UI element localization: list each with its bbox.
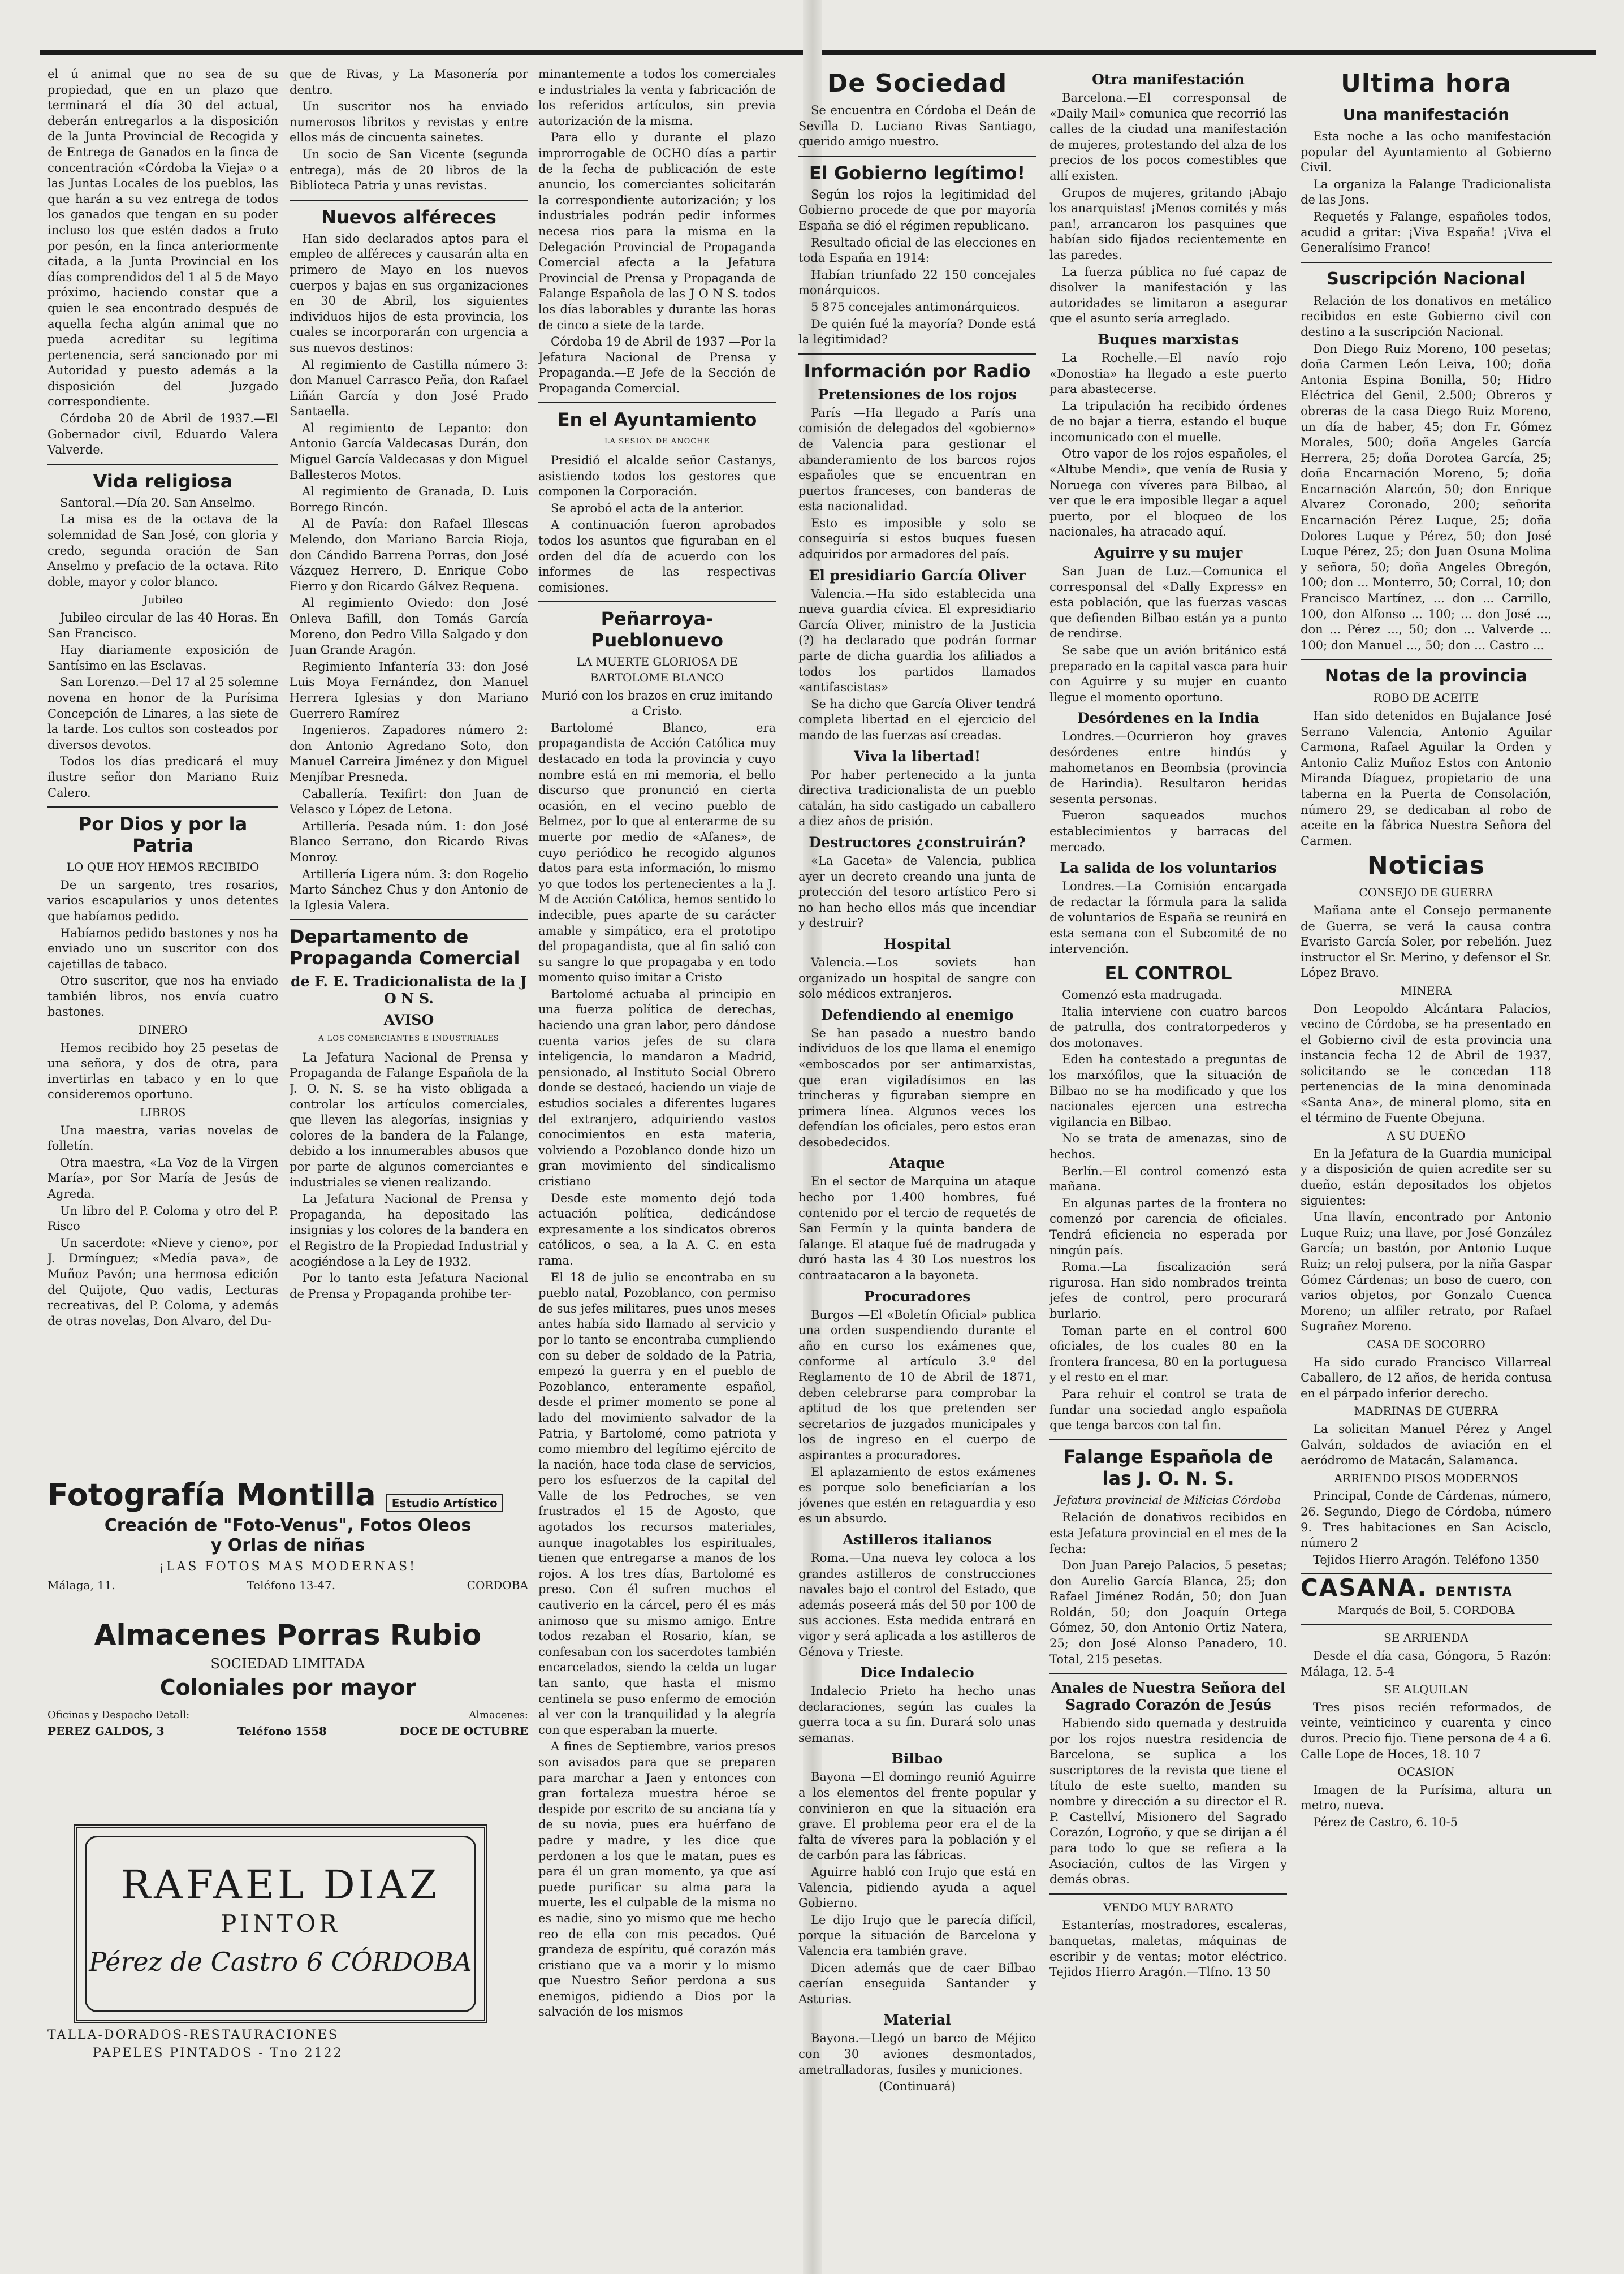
subheading: ROBO DE ACEITE	[1373, 691, 1479, 705]
paragraph: Tejidos Hierro Aragón. Teléfono 1350	[1313, 1552, 1539, 1567]
paragraph: Indalecio Prieto ha hecho unas declaraciones, según las cuales la guerra toca a su fin. Durará solo unas semanas.	[798, 1684, 1036, 1745]
subheading: CASA DE SOCORRO	[1367, 1337, 1485, 1351]
divider	[1301, 659, 1552, 660]
paragraph: Burgos —El «Boletín Oficial» publica una orden suspendiendo durante el año en curso los exámenes que, conforme al artículo 3.º del Reglamento de 10 de Abril de 1871, deben celebrarse para comprobar la aptitud de los que pretenden ser secretarios de juzgados municipales y los de ingreso en el cuerpo de aspirantes a procuradores.	[798, 1308, 1036, 1462]
paragraph: Bartolomé Blanco, era propagandista de Acción Católica muy destacado en toda la provincia y cuyo nombre está en mi memoria, el bello discurso que pronunció en cierta ocasión, en el vecino pueblo de Belmez, por lo que al enterarme de su muerte por medio de «Afanes», de cuyo periódico he recogido algunos datos para esta información, lo mismo yo que todos los pertenecientes a la J. M de Acción Católica, hemos sentido lo indecible, pues aparte de su carácter amable y simpático, era el prototipo del propagandista, que al fin salió con su sangre lo que propagaba y en todo momento quiso imitar a Cristo	[538, 720, 776, 985]
paragraph: El 18 de julio se encontraba en su pueblo natal, Pozoblanco, con permiso de sus jefes militares, pues unos meses antes había sido llamado al servicio y por lo tanto se encontraba cumpliendo con su deber de soldado de la Patria, empezó la guerra y en el pueblo de Pozoblanco, enteramente español, desde el primer momento se pone al lado del movimiento salvador de la Patria, y Bartolomé, como patriota y como miembro del legítimo ejército de la nación, hace toda clase de servicios, pero los esfuerzos de la capital del Valle de los Pedroches, se ven frustrados el 15 de Agosto, que agotados los recursos materiales, aunque inagotables los espirituales, tienen que entregarse a manos de los rojos. A los tres días, Bartolomé es preso. Con él sufren muchos el cautiverio en la cárcel, pero él es más animoso que su mismo amigo. Entre todos rezaban el Rosario, kían, se confesaban con los sacerdotes también encarcelados, siendo la celda un lugar tan santo, que hasta el mismo centinela se puso enfermo de emoción al ver con la tranquilidad y la alegría con que esperaban la muerte.	[538, 1270, 776, 1737]
paragraph: Hay diariamente exposición de Santísimo en las Esclavas.	[47, 643, 278, 672]
divider	[538, 402, 776, 403]
subheading: Jubileo	[142, 593, 183, 607]
paragraph: La Jefatura Nacional de Prensa y Propaganda, ha depositado las insignias y los colores de la bandera en el Registro de la Propiedad Industrial y acogiéndose a la Ley de 1932.	[290, 1192, 528, 1268]
casana-dentista: DENTISTA	[1435, 1585, 1513, 1600]
ad-contact-row	[47, 1578, 528, 1592]
notas-heading: Notas de la provincia	[1324, 666, 1528, 687]
paragraph: Se aprobó el acta de la anterior.	[551, 501, 744, 515]
column-5	[1049, 67, 1287, 1982]
paragraph: Mañana ante el Consejo permanente de Guerra, se verá la causa contra Evaristo García Soler, por rebelión. Juez instructor el Sr. Merino, y defensor el Sr. López Bravo.	[1301, 903, 1552, 980]
paragraph: Según los rojos la legitimidad del Gobierno procede de que por mayoría España se dió el régimen republicano.	[798, 187, 1036, 232]
paragraph: Al regimiento de Castilla número 3: don Manuel Carrasco Peña, don Rafael Liñán García y don José Prado Santaella.	[290, 357, 528, 418]
paragraph: Italia interviene con cuatro barcos de patrulla, dos contratorpederos y dos motonaves.	[1049, 1004, 1287, 1050]
divider	[47, 464, 278, 465]
divider	[1301, 1624, 1552, 1625]
suscripcion-heading: Suscripción Nacional	[1327, 269, 1526, 289]
paragraph: La Jefatura Nacional de Prensa y Propaganda de Falange Española de la J. O. N. S. se ha visto obligada a controlar los artículos comerciales, que lleven las alegorías, insignias y colores de la bandera de la Falange, debido a los innumerables abusos que por parte de algunos comerciantes e industriales se vienen realizando.	[290, 1050, 528, 1189]
paragraph: Londres.—Ocurrieron hoy graves desórdenes entre hindús y mahometanos en Beombsia (provincia de Harindia). Resultaron heridas sesenta personas.	[1049, 730, 1287, 806]
casana-address: Marqués de Boil, 5. CORDOBA	[1337, 1603, 1515, 1617]
paragraph: Ingenieros. Zapadores número 2: don Antonio Agredano Soto, don Manuel Carreira Jiménez y don Miguel Menjíbar Presneda.	[290, 723, 528, 784]
subheading: MINERA	[1401, 983, 1452, 998]
paragraph: Otra maestra, «La Voz de la Virgen María», por Sor María de Jesús de Agreda.	[47, 1155, 278, 1201]
paragraph: Esto es imposible y solo se conseguiría si estos buques fuesen adquiridos por armadores del país.	[798, 516, 1036, 562]
column-3	[538, 67, 776, 2021]
subheading: El presidiario García Oliver	[809, 567, 1026, 584]
paragraph: Habían triunfado 22 150 concejales monárquicos.	[798, 267, 1036, 297]
paragraph: minantemente a todos los comerciales e industriales la venta y fabricación de los referidos artículos, sin previa autorización de la misma.	[538, 67, 776, 128]
paragraph: Fueron saqueados muchos establecimientos y barracas del mercado.	[1049, 809, 1287, 854]
vendo-heading: VENDO MUY BARATO	[1103, 1900, 1233, 1914]
paragraph: Estanterías, mostradores, escaleras, banquetas, maletas, máquinas de escribir y de ventas; motor eléctrico. Tejidos Hierro Aragón.—Tlfno. 13 50	[1049, 1918, 1287, 1979]
paragraph: La tripulación ha recibido órdenes de no bajar a tierra, estando el buque incomunicado con el muelle.	[1049, 399, 1287, 444]
departamento-heading: Departamento de Propaganda Comercial	[290, 926, 520, 969]
paragraph: Para rehuir el control se trata de fundar una sociedad anglo española que tenga barcos con tal fin.	[1049, 1387, 1287, 1432]
ad-line: Coloniales por mayor	[159, 1675, 416, 1700]
ad-phone: Teléfono 13-47.	[247, 1578, 336, 1592]
paragraph: Se ha dicho que García Oliver tendrá completa libertad en el ejercicio del mando de las fuerzas así creadas.	[798, 697, 1036, 742]
paragraph: Eden ha contestado a preguntas de los marxófilos, que la situación de Bilbao no se ha modificado y que los nacionales ejercen una estrecha vigilancia en Bilbao.	[1049, 1052, 1287, 1129]
paragraph: Habíamos pedido bastones y nos ha enviado uno un suscritor con dos cajetillas de tabaco.	[47, 926, 278, 971]
radio-heading: Información por Radio	[804, 360, 1031, 382]
column-1	[47, 67, 278, 1330]
paragraph: Un libro del P. Coloma y otro del P. Risco	[47, 1203, 278, 1233]
paragraph: Para ello y durante el plazo improrrogable de OCHO días a partir de la fecha de publicación de este anuncio, los comerciantes solicitarán la correspondiente autorización; y los industriales podrán pedir informes necesa rios para la misma en la Delegación Provincial de Propaganda Comercial afecta a la Jefatura Provincial de Prensa y Propaganda de Falange Española de las J O N S. todos los días laborables y durante las horas de cinco a siete de la tarde.	[538, 131, 776, 332]
paragraph: Comenzó esta madrugada.	[1062, 988, 1223, 1002]
casana-ad-title	[1301, 1574, 1552, 1602]
penarroya-heading: Peñarroya-Pueblonuevo	[591, 608, 723, 651]
paragraph: Artillería Ligera núm. 3: don Rogelio Marto Sánchez Chus y don Antonio de la Iglesia Valera.	[290, 867, 528, 912]
ad-city: CORDOBA	[467, 1578, 528, 1592]
subheading: LIBROS	[140, 1106, 186, 1120]
divider	[1049, 1439, 1287, 1440]
paragraph: En algunas partes de la frontera no comenzó por carencia de oficiales. Tendrá eficiencia no esperada por ningún país.	[1049, 1196, 1287, 1257]
paragraph: A fines de Septiembre, varios presos son avisados para que se preparen para marchar a Jaen y entonces con gran fortaleza muestra héroe se despide por escrito de su anciana tía y de su novia, pues era huérfano de padre y madre, y les dice que perdonen a los que le matan, pues es para él un gran momento, ya que así puede purificar su alma para la muerte, les el culpable de la misma no es nadie, sino yo mismo que me hecho reo de ella con mis pecados. Qué grandeza de espíritu, qué corazón más cristiano que va a morir y lo mismo que Nuestro Señor perdona a sus enemigos, pidiendo a Dios por la salvación de los mismos	[538, 1740, 776, 2019]
subheading: SE ARRIENDA	[1384, 1631, 1468, 1645]
ad-label: Almacenes:	[469, 1709, 528, 1721]
divider	[1049, 1893, 1287, 1895]
por-dios-heading: Por Dios y por la Patria	[78, 813, 248, 857]
paragraph: El aplazamiento de estos exámenes es porque solo beneficiarían a los jóvenes que estén en retaguardia y eso es un absurdo.	[798, 1465, 1036, 1526]
paragraph: En la Jefatura de la Guardia municipal y a disposición de quien acredite ser su dueño, están depositados los objetos siguientes:	[1301, 1146, 1552, 1207]
paragraph: Se sabe que un avión británico está preparado en la capital vasca para huir con Aguirre y su mujer en cuanto llegue el momento oportuno.	[1049, 644, 1287, 704]
ad-line: Creación de "Foto-Venus", Fotos Oleos	[104, 1516, 472, 1535]
paragraph: La organiza la Falange Tradicionalista de las Jons.	[1301, 177, 1552, 207]
paragraph: Otro vapor de los rojos españoles, el «Altube Mendi», que venía de Rusia y Noruega con víveres para Bilbao, al ver que le era imposible llegar a aquel puerto, por el bloqueo de los nacionales, ha atracado aquí.	[1049, 447, 1287, 539]
paragraph: Bartolomé actuaba al principio en una fuerza política de derechas, haciendo una gran labor, pero dándose cuenta varios jefes de su clara inteligencia, lo mandaron a Madrid, pensionado, al Instituto Social Obrero donde se destacó, haciendo un viaje de estudios sociales a diferentes lugares del extranjero, adquiriendo vastos conocimientos en esta materia, volviendo a Pozoblanco donde hizo un gran movimiento del sindicalismo cristiano	[538, 987, 776, 1188]
subheading: Otra manifestación	[1092, 71, 1245, 88]
subheading: Buques marxistas	[1098, 331, 1239, 348]
paragraph: En el sector de Marquina un ataque hecho por 1.400 hombres, fué contenido por el tercio de requetés de San Fermín y la quinta bandera de falange. El ataque fué de madrugada y duró hasta las 4 30 Los nuestros los contraatacaron a la bayoneta.	[798, 1175, 1036, 1283]
paragraph: No se trata de amenazas, sino de hechos.	[1049, 1132, 1287, 1162]
rafael-diaz-ad	[47, 1824, 528, 2085]
divider	[798, 353, 1036, 355]
paragraph: Relación de los donativos en metálico recibidos en este Gobierno civil con destino a la suscripción Nacional.	[1301, 294, 1552, 339]
subheading: Viva la libertad!	[853, 748, 981, 765]
paragraph: Imagen de la Purísima, altura un metro, nueva.	[1301, 1783, 1552, 1813]
paragraph: Una maestra, varias novelas de folletín.	[47, 1123, 278, 1153]
vida-religiosa-heading: Vida religiosa	[93, 470, 233, 492]
paragraph: Relación de donativos recibidos en esta Jefatura provincial en el mes de la fecha:	[1049, 1511, 1287, 1556]
ad-label: Oficinas y Despacho Detall:	[47, 1709, 190, 1721]
subheading: Defendiendo al enemigo	[820, 1006, 1014, 1023]
paragraph: Por lo tanto esta Jefatura Nacional de Prensa y Propaganda prohibe ter-	[290, 1271, 528, 1301]
paragraph: Valencia.—Ha sido establecida una nueva guardia cívica. El expresidiario García Oliver, ministro de la Justicia (?) ha declarado que podrán formar parte de dicha guardia los afiliados a todos los partidos llamados «antifascistas»	[798, 586, 1036, 694]
continued-label: (Continuará)	[879, 2079, 956, 2094]
paragraph: De un sargento, tres rosarios, varios escapularios y unos detentes que habíamos pedido.	[47, 878, 278, 923]
divider	[47, 806, 278, 808]
ad-row	[47, 1724, 528, 1738]
paragraph: Córdoba 19 de Abril de 1937 —Por la Jefatura Nacional de Prensa y Propaganda.—E Jefe de la Sección de Propaganda Comercial.	[538, 335, 776, 395]
decree-text: el ú animal que no sea de su propiedad, que en un plazo que terminará el día 30 del actual, deberán entregarlos a la disposición de la Junta Provincial de Recogida y de Entrega de Ganados en la finca de concentración «Córdoba la Vieja» o a las Juntas Locales de los pueblos, las que harán a su vez entrega de todos los ganados que tengan en su poder incluso los que estén dados a fruto por pesón, en la finca anteriormente citada, a la Junta Provincial en los días comprendidos del 1 al 5 de Mayo próximo, haciendo constar que a quien le sea encontrado después de aquella fecha algún animal que no pueda acreditar su legítima pertenencia, será sancionado por mi Autoridad y puesto además a la disposición del Juzgado correspondiente.	[47, 67, 278, 409]
subheading: DINERO	[138, 1023, 188, 1037]
paragraph: Don Leopoldo Alcántara Palacios, vecino de Córdoba, se ha presentado en el Gobierno civil de esta provincia una instancia fecha 12 de Abril de 1937, solicitando se le concedan 118 pertenencias de la mina denominada «Santa Ana», de mineral plomo, sita en el término de Fuente Obejuna.	[1301, 1002, 1552, 1125]
subheading: Jefatura provincial de Milicias Córdoba	[1055, 1492, 1281, 1507]
subheading: A SU DUEÑO	[1387, 1129, 1466, 1143]
paragraph: Al regimiento Oviedo: don José Onleva Bafill, don Tomás García Moreno, don Pedro Villa Salgado y don Juan Grande Aragón.	[290, 596, 528, 657]
gobierno-heading: El Gobierno legítimo!	[809, 162, 1026, 184]
paragraph: Aguirre habló con Irujo que está en Valencia, pidiendo ayuda a aquel Gobierno.	[798, 1865, 1036, 1910]
noticias-heading: Noticias	[1367, 851, 1485, 881]
manifestacion-heading: Una manifestación	[1342, 105, 1510, 124]
aviso-heading: AVISO	[383, 1012, 434, 1029]
paragraph: Don Juan Parejo Palacios, 5 pesetas; don Aurelio García Blanca, 25; don Rafael Jiménez Rodán, 50; don Juan Roldán, 50; don Joaquín Ortega Gómez, 50, don Antonio Ortiz Natera, 25; don José Alonso Panadero, 10. Total, 215 pesetas.	[1049, 1559, 1287, 1666]
paragraph: Bayona.—Llegó un barco de Méjico con 30 aviones desmontados, ametralladoras, fusiles y municiones.	[798, 2031, 1036, 2077]
subheading: Destructores ¿construirán?	[809, 834, 1026, 851]
paragraph: Resultado oficial de las elecciones en toda España en 1914:	[798, 235, 1036, 265]
ad-badge: Estudio Artístico	[386, 1494, 503, 1512]
paragraph: Se han pasado a nuestro bando individuos de los que llama el enemigo «emboscados por ser antimarxistas, que eran vigiladísimos en las trincheras y figuraban siempre en primera línea. Algunos veces los defendían los oficiales, pero estos eran desobedecidos.	[798, 1026, 1036, 1149]
paragraph: Tres pisos recién reformados, de veinte, veinticinco y cuarenta y cinco duros. Precio fijo. Tiene persona de 4 a 6. Calle Lope de Hoces, 18. 10 7	[1301, 1700, 1552, 1761]
paragraph: Por haber pertenecido a la junta directiva tradicionalista de un pueblo catalán, ha sido castigado un caballero a diez años de prisión.	[798, 767, 1036, 829]
paragraph: Al regimiento de Lepanto: don Antonio García Valdecasas Durán, don Miguel García Valdecasas y don Miguel Ballesteros Motos.	[290, 421, 528, 482]
paragraph: De quién fué la mayoría? Donde está la legitimidad?	[798, 317, 1036, 347]
paragraph: Un sacerdote: «Nieve y cieno», por J. Drmínguez; «Medía pava», de Muñoz Pavón; una hermosa edición del Quijote, Quo vadis, Lecturas recreativas, del P. Coloma, y además de otras novelas, Don Alvaro, del Du-	[47, 1236, 278, 1328]
sociedad-heading: De Sociedad	[827, 69, 1008, 98]
paragraph: Roma.—Una nueva ley coloca a los grandes astilleros de construcciones navales bajo el control del Estado, que además poseerá más del 50 por 100 de sus acciones. Esta medida entrará en vigor y será aplicada a los astilleros de Génova y Trieste.	[798, 1551, 1036, 1659]
paragraph: Hemos recibido hoy 25 pesetas de una señora, y dos de otra, para invertirlas en tabaco y en lo que consideremos oportuno.	[47, 1041, 278, 1102]
paragraph: 5 875 concejales antimonárquicos.	[811, 300, 1020, 314]
ayuntamiento-heading: En el Ayuntamiento	[557, 409, 757, 431]
paragraph: La solicitan Manuel Pérez y Angel Galván, soldados de aviación en el aeródromo de Matacán, Salamanca.	[1301, 1422, 1552, 1468]
ad-line: ¡LAS FOTOS MAS MODERNAS!	[159, 1560, 417, 1574]
paragraph: Artillería. Pesada núm. 1: don José Blanco Serrano, don Ricardo Rivas Monroy.	[290, 819, 528, 864]
subheading: Desórdenes en la India	[1077, 710, 1259, 727]
subheading: Ataque	[889, 1155, 945, 1172]
paragraph: A continuación fueron aprobados todos los asuntos que figuraban en el orden del día de acuerdo con los informes de las respectivas comisiones.	[538, 518, 776, 594]
decree-signature: Córdoba 20 de Abril de 1937.—El Gobernador civil, Eduardo Valera Valverde.	[47, 412, 278, 457]
paragraph: La fuerza pública no fué capaz de disolver la manifestación y las autoridades se limitaron a asegurar que el asunto sería arreglado.	[1049, 265, 1287, 326]
subheading: Astilleros italianos	[843, 1531, 992, 1548]
ad-line: TALLA-DORADOS-RESTAURACIONES	[47, 2028, 339, 2042]
paragraph: Murió con los brazos en cruz imitando a Cristo.	[541, 688, 773, 718]
subheading: OCASION	[1397, 1765, 1455, 1779]
column-6	[1301, 67, 1552, 1832]
subheading: Aguirre y su mujer	[1094, 545, 1243, 562]
paragraph: Un suscritor nos ha enviado numerosos libritos y revistas y entre ellos más de cincuenta sainetes.	[290, 100, 528, 145]
paragraph: San Lorenzo.—Del 17 al 25 solemne novena en honor de la Purísima Concepción de Linares, a las siete de la tarde. Los cultos son costeados por diversos devotos.	[47, 675, 278, 752]
paragraph: Requetés y Falange, españoles todos, acudid a gritar: ¡Viva España! ¡Viva el Generalísimo Franco!	[1301, 209, 1552, 255]
paragraph: Un socio de San Vicente (segunda entrega), más de 20 libros de la Biblioteca Patria y unas revistas.	[290, 147, 528, 193]
paragraph: Le dijo Irujo que le parecía difícil, porque la situación de Barcelona y Valencia era también grave.	[798, 1913, 1036, 1958]
subheading: Procuradores	[863, 1288, 971, 1305]
paragraph: Roma.—La fiscalización será rigurosa. Han sido nombrados treinta jefes de control, pero procurará burlario.	[1049, 1260, 1287, 1321]
ultima-hora-heading: Ultima hora	[1341, 69, 1511, 98]
paragraph: La misa es de la octava de la solemnidad de San José, con gloria y credo, segunda oración de San Anselmo y prefacio de la octava. Rito doble, mayor y color blanco.	[47, 512, 278, 589]
casana-name: CASANA.	[1301, 1574, 1428, 1602]
paragraph: Caballería. Texifirt: don Juan de Velasco y López de Letona.	[290, 787, 528, 817]
paragraph: Al regimiento de Granada, D. Luis Borrego Rincón.	[290, 485, 528, 514]
paragraph: Desde este momento dejó toda actuación política, dedicándose expresamente a los sindicatos obreros católicos, o sea, a la A. C. en esta rama.	[538, 1191, 776, 1267]
subheading: LA SESIÓN DE ANOCHE	[604, 437, 710, 446]
paragraph: Otro suscritor, que nos ha enviado también libros, nos envía cuatro bastones.	[47, 974, 278, 1019]
divider	[538, 601, 776, 602]
ad-title: Fotografía Montilla	[47, 1477, 376, 1513]
ad-line: PAPELES PINTADOS - Tno 2122	[93, 2046, 343, 2060]
subheading: La salida de los voluntarios	[1060, 860, 1277, 877]
aviso-subheading: A LOS COMERCIANTES E INDUSTRIALES	[318, 1034, 499, 1043]
divider	[1301, 262, 1552, 263]
paragraph: Pérez de Castro, 6. 10-5	[1313, 1815, 1458, 1829]
paragraph: Santoral.—Día 20. San Anselmo.	[60, 495, 256, 510]
subheading: Bilbao	[891, 1750, 943, 1767]
ad-address: Pérez de Castro 6 CÓRDOBA	[89, 1947, 472, 1977]
paragraph: Don Diego Ruiz Moreno, 100 pesetas; doña Carmen León Leiva, 100; doña Antonia Espina Bonilla, 50; Hidro Eléctrica del Genil, 2.500; Obreros y obreras de la casa Diego Ruiz Moreno, un día de haber, 45; don Fr. Gómez Morales, 500; doña Angeles García Herrera, 25; doña Dorotea García, 25; doña Encarnación Moreno, 5; doña Encarnación Alarcón, 50; don Enrique Alvarez Coronado, 200; señorita Encarnación Pérez Luque, 25; doña Dolores Luque y Pérez, 50; don José Luque Pérez, 25; don Juan Osuna Molina y señora, 50; doña Angeles Obregón, 100; don ... Monterro, 50; Corral, 10; don Francisco Martínez, ... don ... Carrillo, 100, don Alfonso ... 100; ... don José ..., don ... Pérez ..., 50; don ... Valverde ... 100; don Manuel ..., 50; don ... Castro ...	[1301, 342, 1552, 652]
paragraph: La Rochelle.—El navío rojo «Donostia» ha llegado a este puerto para abastecerse.	[1049, 351, 1287, 396]
ad-frame	[74, 1824, 487, 2023]
paragraph: Ha sido curado Francisco Villarreal Caballero, de 12 años, de herida contusa en el párpado inferior derecho.	[1301, 1355, 1552, 1400]
paragraph: Esta noche a las ocho manifestación popular del Ayuntamiento al Gobierno Civil.	[1301, 130, 1552, 175]
subheading: Hospital	[883, 935, 951, 952]
anales-heading: Anales de Nuestra Señora del Sagrado Corazón de Jesús	[1051, 1680, 1286, 1714]
falange-heading: Falange Española de las J. O. N. S.	[1063, 1445, 1273, 1489]
ad-title: Almacenes Porras Rubio	[94, 1619, 482, 1651]
paragraph: Se encuentra en Córdoba el Deán de Sevilla D. Luciano Rivas Santiago, querido amigo nuestro.	[798, 103, 1036, 149]
ad-line: PINTOR	[221, 1910, 340, 1938]
paragraph: París —Ha llegado a París una comisión de delegados del «gobierno» de Valencia para gestionar el abanderamiento de los barcos rojos españoles que se encuentran en puertos franceses, con banderas de esta nacionalidad.	[798, 405, 1036, 514]
divider	[290, 200, 528, 201]
subheading: ARRIENDO PISOS MODERNOS	[1334, 1471, 1518, 1485]
paragraph: Desde el día casa, Góngora, 5 Razón: Málaga, 12. 5-4	[1301, 1649, 1552, 1678]
paragraph: Bayona —El domingo reunió Aguirre a los elementos del frente popular y convinieron en que la situación era grave. El problema peor era el de la falta de víveres para la población y el de carbón para las fábricas.	[798, 1770, 1036, 1862]
subheading: MADRINAS DE GUERRA	[1354, 1404, 1498, 1418]
paragraph: Una llavín, encontrado por Antonio Luque Ruiz; una llave, por José González García; un bastón, por Antonio Luque Ruiz; un reloj pulsera, por la niña Gaspar Gómez Cárdenas; un boso de cuero, con varios objetos, por Gonzalo Cuenca Moreno; un alfiler retrato, por Rafael Sugrañez Moreno.	[1301, 1210, 1552, 1334]
subheading: Pretensiones de los rojos	[818, 386, 1017, 403]
paragraph: Han sido declarados aptos para el empleo de alféreces y causarán alta en primero de Mayo en los nuevos cuerpos y bajas en sus organizaciones en 30 de Abril, los siguientes individuos hijos de esta provincia, los cuales se incorporarán con urgencia a sus nuevos destinos:	[290, 231, 528, 355]
paragraph: Barcelona.—El corresponsal de «Daily Mail» comunica que recorrió las calles de la ciudad una manifestación de mujeres, protestando del alza de los precios de los pocos comestibles que allí existen.	[1049, 91, 1287, 183]
paragraph: Valencia.—Los soviets han organizado un hospital de sangre con solo médicos extranjeros.	[798, 955, 1036, 1001]
paragraph: Al de Pavía: don Rafael Illescas Melendo, don Mariano Barcia Rioja, don Cándido Barrena Porras, don José Vázquez Herrero, D. Enrique Cobo Fierro y don Ricardo Gálvez Requena.	[290, 517, 528, 593]
paragraph: San Juan de Luz.—Comunica el corresponsal del «Dally Express» en esta población, que las fuerzas vascas que defienden Bilbao están ya a punto de rendirse.	[1049, 564, 1287, 641]
paragraph: Regimiento Infantería 33: don José Luis Moya Fernández, don Manuel Herrera Iglesias y don Mariano Guerrero Ramírez	[290, 659, 528, 720]
paragraph: que de Rivas, y La Masonería por dentro.	[290, 67, 528, 97]
subheading: SE ALQUILAN	[1384, 1682, 1468, 1697]
paragraph: Jubileo circular de las 40 Horas. En San Francisco.	[47, 611, 278, 640]
subheading: de F. E. Tradicionalista de la J O N S.	[291, 973, 527, 1007]
divider	[290, 919, 528, 920]
paragraph: Presidió el alcalde señor Castanys, asistiendo todos los gestores que componen la Corporación.	[538, 454, 776, 499]
fotografia-montilla-ad	[47, 1477, 528, 1605]
paragraph: Principal, Conde de Cárdenas, número, 26. Segundo, Diego de Córdoba, número 9. Tres habitaciones en San Acisclo, número 2	[1301, 1489, 1552, 1550]
ad-line: y Orlas de niñas	[210, 1535, 365, 1555]
paragraph: Dicen además que de caer Bilbao caerían enseguida Santander y Asturias.	[798, 1961, 1036, 2006]
control-heading: EL CONTROL	[1104, 963, 1232, 985]
paragraph: «La Gaceta» de Valencia, publica ayer un decreto creando una junta de protección del tesoro artístico Pero si no han hecho ellos más que incendiar y destruir?	[798, 853, 1036, 930]
ad-address: DOCE DE OCTUBRE	[400, 1724, 528, 1738]
column-2	[290, 67, 528, 1464]
paragraph: Grupos de mujeres, gritando ¡Abajo los anarquistas! ¡Menos comités y más pan!, arrancaron los pasquines que habían sido fijados recientemente en las paredes.	[1049, 185, 1287, 262]
ad-title: RAFAEL DIAZ	[120, 1862, 440, 1908]
almacenes-ad	[47, 1617, 528, 1804]
subheading: LA MUERTE GLORIOSA DE BARTOLOME BLANCO	[576, 655, 738, 684]
ad-address: Málaga, 11.	[47, 1578, 115, 1592]
ad-line: SOCIEDAD LIMITADA	[210, 1656, 365, 1672]
ad-address: PEREZ GALDOS, 3	[47, 1724, 165, 1738]
paragraph: Toman parte en el control 600 oficiales, de los cuales 80 en la frontera francesa, 80 en la portuguesa y el resto en el mar.	[1049, 1323, 1287, 1384]
paragraph: Londres.—La Comisión encargada de redactar la fórmula para la salida de voluntarios de España se reunirá en esta semana con el Subcomité de no intervención.	[1049, 879, 1287, 956]
paragraph: Habiendo sido quemada y destruida por los rojos nuestra residencia de Barcelona, se suplica a los suscriptores de la revista que tiene el título de este suelto, manden su nombre y dirección a su director el R. P. Castellví, Misionero del Sagrado Corazón, Logroño, y que se dirijan a él para todo lo que se refiera a la Asociación, cultos de las Virgen y demás obras.	[1049, 1716, 1287, 1887]
paragraph: Berlín.—El control comenzó esta mañana.	[1049, 1164, 1287, 1194]
ad-row	[47, 1709, 528, 1721]
paragraph: Han sido detenidos en Bujalance José Serrano Valencia, Antonio Aguilar Carmona, Rafael Aguilar la Orden y Antonio Caliz Muñoz Estos con Antonio Miranda Díaguez, propietario de una taberna en la Puerta de Consolación, número 29, se dedicaban al robo de aceite en la fábrica Nuestra Señora del Carmen.	[1301, 709, 1552, 848]
subheading: Dice Indalecio	[860, 1664, 974, 1681]
divider	[798, 156, 1036, 157]
column-4	[798, 67, 1036, 2096]
divider	[1049, 1673, 1287, 1674]
ad-phone: Teléfono 1558	[237, 1724, 327, 1738]
paragraph: Todos los días predicará el muy ilustre señor don Mariano Ruiz Calero.	[47, 754, 278, 800]
subheading: LO QUE HOY HEMOS RECIBIDO	[66, 860, 260, 874]
subheading: Material	[883, 2012, 951, 2029]
alfereces-heading: Nuevos alféreces	[321, 206, 496, 228]
subheading: CONSEJO DE GUERRA	[1359, 886, 1493, 900]
